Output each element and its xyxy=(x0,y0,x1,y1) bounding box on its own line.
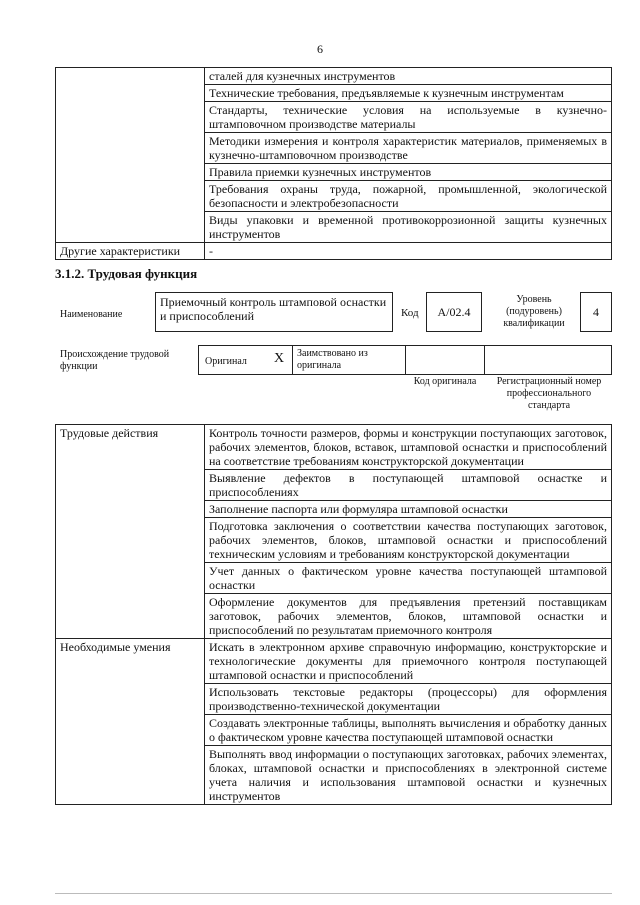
other-characteristics-value: - xyxy=(205,243,612,260)
other-characteristics-label: Другие характеристики xyxy=(56,243,205,260)
level-value-box: 4 xyxy=(580,292,612,332)
function-name-box: Приемочный контроль штамповой оснастки и приспособлений xyxy=(155,292,393,332)
table-cell: Правила приемки кузнечных инструментов xyxy=(205,164,612,181)
page-number: 6 xyxy=(317,42,323,56)
table-cell: Подготовка заключения о соответствии качества поступающих заготовок, рабочих элементов, блоков, штамповой оснастки и приспособлений техническим условиям и требованиям конструкторской документации xyxy=(205,518,612,563)
borrowed-label: Заимствовано из оригинала xyxy=(297,348,368,371)
section-title: 3.1.2. Трудовая функция xyxy=(55,266,198,281)
table-cell: Технические требования, предъявляемые к кузнечным инструментам xyxy=(205,85,612,102)
divider xyxy=(292,346,293,374)
table-row xyxy=(56,639,612,684)
original-label: Оригинал xyxy=(205,356,247,367)
table-row xyxy=(56,425,612,470)
table-cell: сталей для кузнечных инструментов xyxy=(205,68,612,85)
origin-code-label: Код оригинала xyxy=(413,376,477,387)
table-row xyxy=(56,243,612,260)
origin-label: Происхождение трудовой функции xyxy=(60,349,170,372)
table-cell: Заполнение паспорта или формуляра штамповой оснастки xyxy=(205,501,612,518)
origin-table xyxy=(198,345,612,375)
table-cell: Оформление документов для предъявления претензий поставщикам заготовок, рабочих элементов, блоков, штамповой оснастки и приспособлений по результатам приемочного контроля xyxy=(205,594,612,639)
table-cell: Использовать текстовые редакторы (процессоры) для оформления производственно-технической документации xyxy=(205,684,612,715)
table-cell: Требования охраны труда, пожарной, промышленной, экологической безопасности и электробезопасности xyxy=(205,181,612,212)
skills-label: Необходимые умения xyxy=(56,639,205,805)
row-label-cell xyxy=(56,68,205,243)
original-mark: X xyxy=(274,351,285,366)
table-row xyxy=(56,68,612,85)
divider xyxy=(484,346,485,374)
labor-function-table xyxy=(55,424,612,805)
divider xyxy=(405,346,406,374)
table-cell: Контроль точности размеров, формы и конструкции поступающих заготовок, рабочих элементов, блоков, вставок, штамповой оснастки и приспособлений на соответствие требованиям конструкторской документации xyxy=(205,425,612,470)
labor-actions-label: Трудовые действия xyxy=(56,425,205,639)
table-cell: Создавать электронные таблицы, выполнять вычисления и обработку данных о фактическом уровне качества поступающей штамповой оснастки xyxy=(205,715,612,746)
code-label: Код xyxy=(401,307,419,319)
table-cell: Виды упаковки и временной противокоррозионной защиты кузнечных инструментов xyxy=(205,212,612,243)
reg-number-label: Регистрационный номер профессионального стандарта xyxy=(496,376,602,411)
table-cell: Выполнять ввод информации о поступающих заготовках, рабочих элементах, блоках, штамповой оснастки и приспособлениях в электронной системе учета наличия и использования штамповой оснастки и кузнечных инструментов xyxy=(205,746,612,805)
table-cell: Искать в электронном архиве справочную информацию, конструкторские и технологические документы для приемочного контроля поступающей штамповой оснастки и приспособлений xyxy=(205,639,612,684)
table-cell: Методики измерения и контроля характеристик материалов, применяемых в кузнечно-штамповочном производстве xyxy=(205,133,612,164)
table-cell: Выявление дефектов в поступающей штамповой оснастке и приспособлениях xyxy=(205,470,612,501)
table-cell: Стандарты, технические условия на используемые в кузнечно-штамповочном производстве материалы xyxy=(205,102,612,133)
level-label: Уровень (подуровень) квалификации xyxy=(503,294,565,329)
knowledge-table-continued xyxy=(55,67,612,260)
table-cell: Учет данных о фактическом уровне качества поступающей штамповой оснастки xyxy=(205,563,612,594)
page-edge-line xyxy=(55,893,612,894)
name-label: Наименование xyxy=(60,309,123,320)
function-code-box: A/02.4 xyxy=(426,292,482,332)
